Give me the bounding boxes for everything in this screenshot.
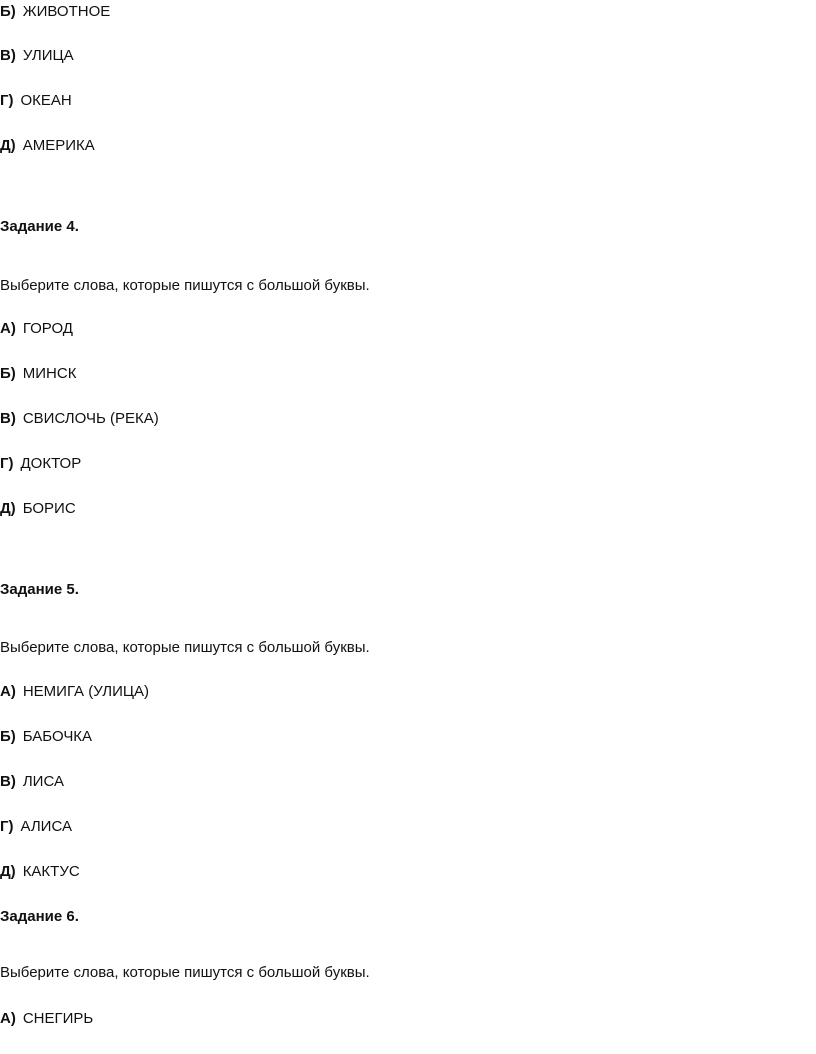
- option-line: [0, 817, 72, 837]
- option-letter: Б): [0, 3, 16, 20]
- option-text: ДОКТОР: [20, 455, 82, 472]
- task-4-title: Задание 4.: [0, 218, 79, 235]
- option-letter: Д): [0, 863, 16, 880]
- option-text: КАКТУС: [22, 863, 80, 880]
- option-text: АЛИСА: [20, 818, 72, 835]
- option-line: [0, 136, 95, 156]
- option-text: АМЕРИКА: [22, 137, 95, 154]
- option-letter: В): [0, 410, 16, 427]
- task-6-question: Выберите слова, которые пишутся с большой буквы.: [0, 964, 370, 981]
- option-line: [0, 862, 80, 882]
- option-text: СНЕГИРЬ: [22, 1010, 94, 1027]
- option-letter: Г): [0, 455, 14, 472]
- option-text: МИНСК: [22, 365, 77, 382]
- option-line: [0, 499, 76, 519]
- option-letter: Б): [0, 365, 16, 382]
- option-line: [0, 2, 110, 22]
- option-text: СВИСЛОЧЬ (РЕКА): [22, 410, 159, 427]
- option-letter: Б): [0, 728, 16, 745]
- task-5-question: Выберите слова, которые пишутся с большой буквы.: [0, 639, 370, 656]
- option-line: [0, 91, 72, 111]
- option-letter: Г): [0, 818, 14, 835]
- option-text: ЛИСА: [22, 773, 64, 790]
- task-5-title: Задание 5.: [0, 581, 79, 598]
- option-line: [0, 454, 81, 474]
- option-text: ГОРОД: [22, 320, 73, 337]
- option-line: [0, 772, 64, 792]
- task-4-question: Выберите слова, которые пишутся с большой буквы.: [0, 277, 370, 294]
- option-letter: Д): [0, 137, 16, 154]
- option-text: УЛИЦА: [22, 47, 74, 64]
- option-letter: Г): [0, 92, 14, 109]
- option-text: НЕМИГА (УЛИЦА): [22, 683, 149, 700]
- option-line: [0, 727, 92, 747]
- option-text: БАБОЧКА: [22, 728, 93, 745]
- option-text: ОКЕАН: [20, 92, 72, 109]
- option-text: БОРИС: [22, 500, 76, 517]
- option-line: [0, 319, 73, 339]
- option-letter: А): [0, 320, 16, 337]
- option-line: [0, 1009, 93, 1029]
- option-text: ЖИВОТНОЕ: [22, 3, 111, 20]
- option-line: [0, 46, 74, 66]
- option-line: [0, 409, 159, 429]
- option-letter: В): [0, 47, 16, 64]
- option-letter: А): [0, 683, 16, 700]
- option-letter: Д): [0, 500, 16, 517]
- option-line: [0, 682, 149, 702]
- option-line: [0, 364, 76, 384]
- option-letter: А): [0, 1010, 16, 1027]
- task-6-title: Задание 6.: [0, 908, 79, 925]
- option-letter: В): [0, 773, 16, 790]
